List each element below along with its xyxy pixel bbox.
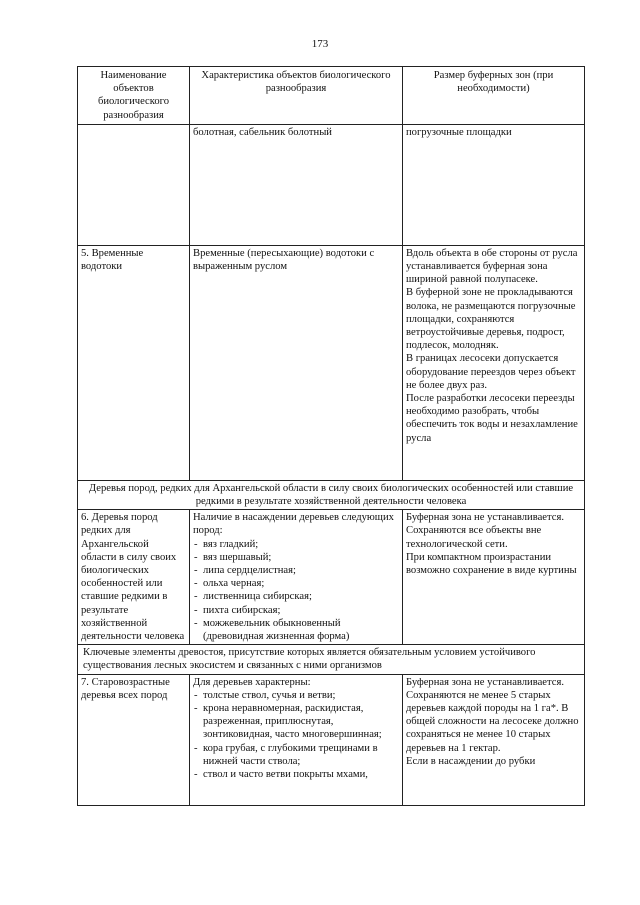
rare-buffer bbox=[403, 510, 585, 645]
header-characteristics: Характеристика объектов биологического разнообразия bbox=[190, 67, 403, 125]
biodiversity-table bbox=[77, 66, 585, 806]
water-buffer-paragraph: В границах лесосеки допускается оборудование переездов через объект не более двух раз. bbox=[406, 353, 576, 391]
continued-col1 bbox=[78, 124, 190, 245]
old-characteristics bbox=[190, 674, 403, 805]
list-item: - толстые ствол, сучья и ветви; bbox=[193, 689, 399, 702]
page-number: 173 bbox=[311, 38, 329, 50]
old-buffer-paragraph: Если в насаждении до рубки bbox=[406, 755, 536, 767]
list-item: - вяз шершавый; bbox=[193, 551, 399, 564]
old-features-list bbox=[193, 689, 399, 781]
old-object-name: 7. Старовозрастные деревья всех пород bbox=[78, 674, 190, 805]
section-row-rare-species bbox=[78, 480, 585, 509]
list-item: - липа сердцелистная; bbox=[193, 564, 399, 577]
table-row-continued bbox=[78, 124, 585, 245]
water-buffer-paragraph: В буферной зоне не прокладываются волока, не размещаются погрузочные площадки, сохраняются ветроустойчивые деревья, подрост, подлесок, молодняк. bbox=[406, 287, 576, 352]
list-item: - ствол и часто ветви покрыты мхами, bbox=[193, 768, 399, 781]
water-buffer-paragraph: После разработки лесосеки переезды необходимо разобрать, чтобы обеспечить ток воды и незахламление русла bbox=[406, 393, 578, 444]
list-item: - ольха черная; bbox=[193, 577, 399, 590]
section-row-key-elements bbox=[78, 645, 585, 674]
rare-species-list bbox=[193, 538, 399, 644]
old-buffer-paragraph: Сохраняются не менее 5 старых деревьев каждой породы на 1 га*. В общей сложности на лесосеке должно сохраняться не менее 10 старых деревьев на 1 гектар. bbox=[406, 689, 579, 754]
list-item: - вяз гладкий; bbox=[193, 538, 399, 551]
old-intro: Для деревьев характерны: bbox=[193, 676, 311, 688]
section-title-key-elements: Ключевые элементы древостоя, присутствие которых является обязательным условием устойчивого существования лесных экосистем и связанных с ними организмов bbox=[78, 645, 585, 674]
old-buffer bbox=[403, 674, 585, 805]
water-object-name: 5. Временные водотоки bbox=[78, 245, 190, 480]
list-item: - крона неравномерная, раскидистая, разреженная, приплюснутая, зонтиковидная, часто многовершинная; bbox=[193, 702, 399, 742]
rare-characteristics bbox=[190, 510, 403, 645]
rare-intro: Наличие в насаждении деревьев следующих пород: bbox=[193, 512, 394, 537]
list-item: - лиственница сибирская; bbox=[193, 590, 399, 603]
header-buffer-size: Размер буферных зон (при необходимости) bbox=[403, 67, 585, 125]
list-item: - можжевельник обыкновенный (древовидная жизненная форма) bbox=[193, 617, 399, 643]
table-row-temporary-watercourses bbox=[78, 245, 585, 480]
old-buffer-paragraph: Буферная зона не устанавливается. bbox=[406, 676, 564, 688]
continued-col3: погрузочные площадки bbox=[403, 124, 585, 245]
continued-col2: болотная, сабельник болотный bbox=[190, 124, 403, 245]
list-item: - пихта сибирская; bbox=[193, 604, 399, 617]
list-item: - кора грубая, с глубокими трещинами в нижней части ствола; bbox=[193, 742, 399, 768]
water-characteristics: Временные (пересыхающие) водотоки с выраженным руслом bbox=[190, 245, 403, 480]
water-buffer bbox=[403, 245, 585, 480]
rare-object-name: 6. Деревья пород редких для Архангельской области в силу своих биологических особенностей или ставшие редкими в результате хозяйственной деятельности человека bbox=[78, 510, 190, 645]
table-header-row bbox=[78, 67, 585, 125]
rare-buffer-paragraph: При компактном произрастании возможно сохранение в виде куртины bbox=[406, 551, 577, 577]
table-row-old-trees bbox=[78, 674, 585, 805]
header-object-name: Наименование объектов биологического разнообразия bbox=[78, 67, 190, 125]
table-row-rare-trees bbox=[78, 510, 585, 645]
rare-buffer-paragraph: Буферная зона не устанавливается. bbox=[406, 512, 564, 524]
rare-buffer-paragraph: Сохраняются все объекты вне технологической сети. bbox=[406, 525, 542, 550]
water-buffer-paragraph: Вдоль объекта в обе стороны от русла устанавливается буферная зона шириной равной полупасеке. bbox=[406, 247, 578, 286]
section-title-rare-species: Деревья пород, редких для Архангельской области в силу своих биологических особенностей или ставшие редкими в результате хозяйственной деятельности человека bbox=[78, 480, 585, 509]
